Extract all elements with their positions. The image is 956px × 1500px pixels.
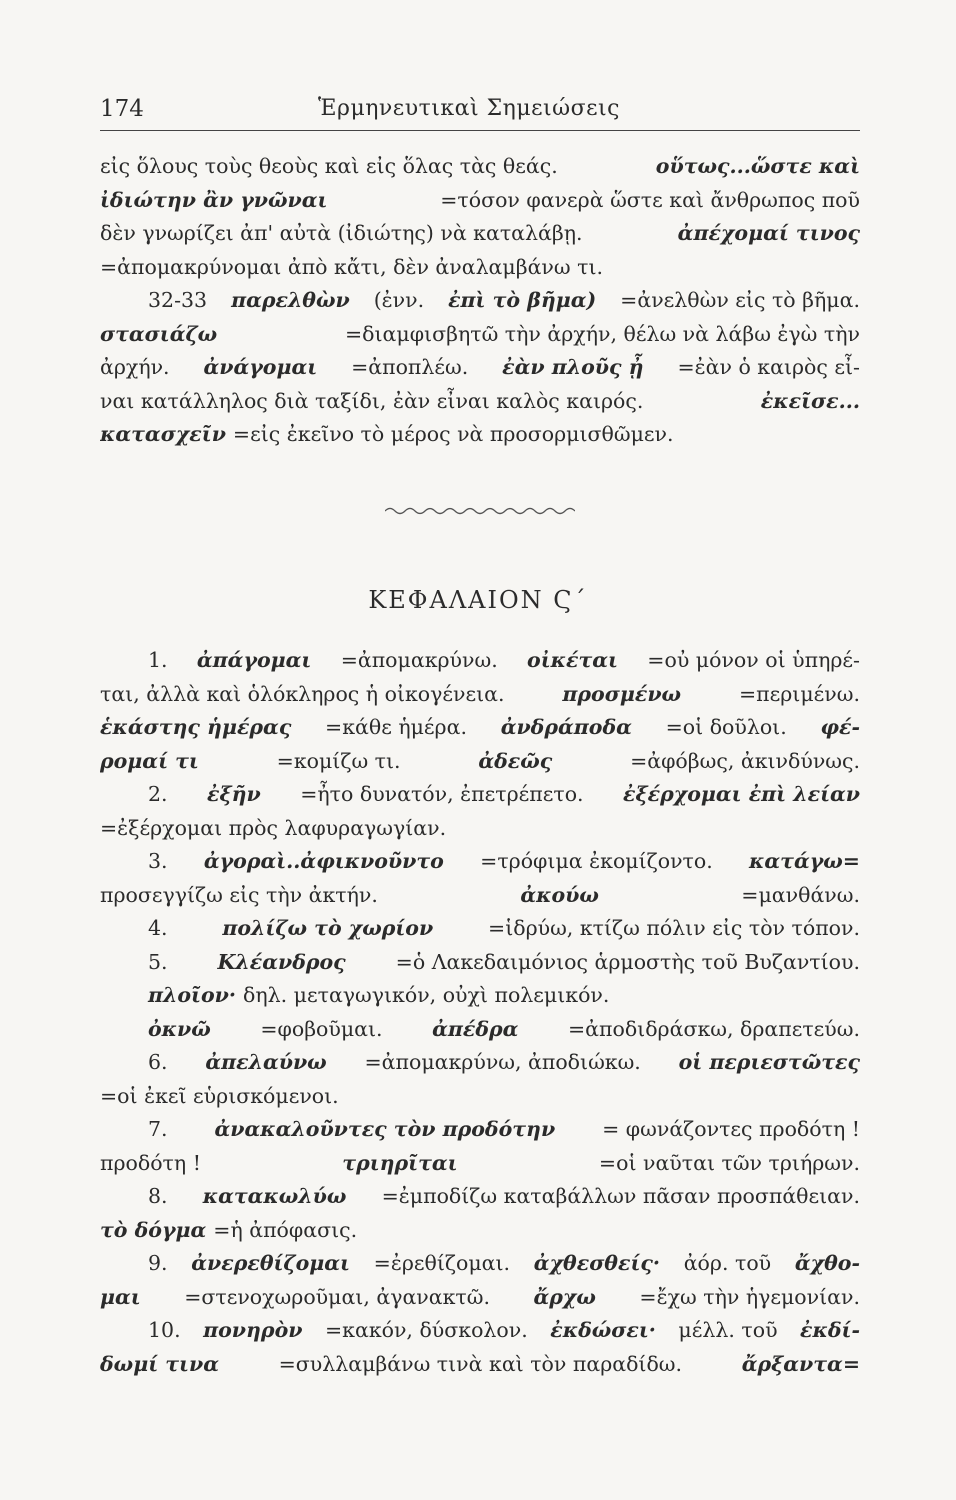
gloss-text: =κομίζω τι.	[276, 748, 401, 773]
lemma-term: παρελθὼν	[231, 288, 350, 312]
lemma-term: ἐὰν πλοῦς ᾖ	[502, 355, 644, 379]
lemma-term: ἀνερεθίζομαι	[191, 1251, 350, 1275]
gloss-text: =κάθε ἡμέρα.	[325, 715, 467, 739]
text-line	[100, 979, 860, 1013]
text-line	[100, 845, 860, 879]
gloss-text: προσεγγίζω εἰς τὴν ἀκτήν.	[100, 882, 378, 907]
lemma-term: ἀπάγομαι	[196, 648, 312, 672]
text-line	[100, 812, 860, 846]
lemma-term: τριηρῖται	[342, 1150, 458, 1175]
gloss-text: =οὐ μόνον οἱ ὑπηρέ-	[647, 648, 860, 672]
lemma-term: Κλέανδρος	[217, 949, 346, 974]
lemma-term: ὀκνῶ	[148, 1016, 211, 1041]
chapter-title: ΚΕΦΑΛΑΙΟΝ Ϛ΄	[368, 586, 588, 614]
gloss-text: =ἡ ἀπόφασις.	[213, 1217, 358, 1242]
gloss-text: 8.	[148, 1184, 168, 1208]
text-line	[100, 946, 860, 980]
gloss-text: 3.	[148, 849, 168, 873]
gloss-text: =τρόφιμα ἐκομίζοντο.	[480, 849, 713, 873]
gloss-text: =ἐμποδίζω καταβάλλων πᾶσαν προσπάθειαν.	[381, 1184, 860, 1208]
lemma-term: οὕτως...ὥστε καὶ	[655, 154, 860, 178]
text-line	[100, 1314, 860, 1348]
lemma-term: ἀδεῶς	[478, 748, 553, 773]
gloss-text: =ἐξέρχομαι πρὸς λαφυραγωγίαν.	[100, 815, 447, 840]
lemma-term: οἰκέται	[527, 648, 618, 672]
gloss-text: =ἀφόβως, ἀκινδύνως.	[630, 748, 860, 773]
text-line	[100, 879, 860, 913]
gloss-text: 4.	[148, 916, 168, 940]
lemma-term: ἄρξαντα=	[741, 1351, 860, 1376]
text-line	[100, 1180, 860, 1214]
gloss-text: 6.	[148, 1050, 168, 1074]
lemma-term: δωμί τινα	[100, 1351, 219, 1376]
gloss-text: δηλ. μεταγωγικόν, οὐχὶ πολεμικόν.	[243, 983, 610, 1007]
gloss-text: =φοβοῦμαι.	[260, 1016, 383, 1041]
text-line	[100, 150, 860, 184]
lemma-term: κατάγω=	[749, 849, 860, 873]
gloss-text: =ἔχω τὴν ἡγεμονίαν.	[639, 1284, 860, 1309]
lemma-term: ἐκεῖσε...	[760, 388, 860, 413]
commentary-block-1	[100, 150, 860, 452]
gloss-text: =οἱ ἐκεῖ εὑρισκόμενοι.	[100, 1083, 339, 1108]
gloss-text: =ἀπομακρύνω, ἀποδιώκω.	[364, 1050, 641, 1074]
lemma-term: τὸ δόγμα	[100, 1217, 207, 1242]
text-line	[100, 1348, 860, 1382]
lemma-term: ρομαί τι	[100, 748, 199, 773]
gloss-text: προδότη !	[100, 1150, 201, 1175]
gloss-text: δὲν γνωρίζει ἀπ' αὐτὰ (ἰδιώτης) νὰ καταλάβῃ.	[100, 221, 583, 245]
text-line	[100, 1046, 860, 1080]
lemma-term: μαι	[100, 1284, 141, 1309]
text-line	[100, 217, 860, 251]
text-line	[100, 644, 860, 678]
lemma-term: πλοῖον·	[148, 983, 237, 1007]
text-line	[100, 418, 860, 452]
gloss-text: 7.	[148, 1117, 168, 1141]
gloss-text: 1.	[148, 648, 168, 672]
gloss-text: =ἦτο δυνατόν, ἐπετρέπετο.	[300, 782, 584, 806]
gloss-text: ται, ἀλλὰ καὶ ὁλόκληρος ἡ οἰκογένεια.	[100, 681, 505, 706]
gloss-text: =οἱ ναῦται τῶν τριήρων.	[598, 1150, 860, 1175]
gloss-text: = φωνάζοντες προδότη !	[602, 1117, 860, 1141]
gloss-text: =τόσον φανερὰ ὥστε καὶ ἄνθρωπος ποῦ	[440, 187, 860, 212]
lemma-term: κατασχεῖν	[100, 422, 226, 446]
gloss-text: 2.	[148, 782, 168, 806]
text-line	[100, 1214, 860, 1248]
text-line	[100, 778, 860, 812]
gloss-text: =διαμφισβητῶ τὴν ἀρχήν, θέλω νὰ λάβω ἐγὼ τὴν	[344, 321, 860, 346]
text-line	[100, 711, 860, 745]
gloss-text: =ὁ Λακεδαιμόνιος ἁρμοστὴς τοῦ Βυζαντίου.	[395, 949, 860, 974]
lemma-term: ἀχθεσθείς·	[533, 1251, 660, 1275]
page-number: 174	[100, 96, 144, 122]
lemma-term: ἐπὶ τὸ βῆμα)	[448, 288, 597, 312]
gloss-text: =οἱ δοῦλοι.	[665, 715, 787, 739]
gloss-text: =συλλαμβάνω τινὰ καὶ τὸν παραδίδω.	[278, 1351, 683, 1376]
commentary-block-2	[100, 644, 860, 1381]
gloss-text: ἀρχήν.	[100, 355, 170, 379]
gloss-text: =εἰς ἐκεῖνο τὸ μέρος νὰ προσορμισθῶμεν.	[232, 422, 674, 446]
lemma-term: ἀνακαλοῦντες τὸν προδότην	[214, 1117, 556, 1141]
gloss-text: =ἀποπλέω.	[351, 355, 469, 379]
lemma-term: ἄρχω	[533, 1284, 596, 1309]
lemma-term: πολίζω τὸ χωρίον	[222, 916, 434, 940]
gloss-text: =ἀπομακρύνω.	[340, 648, 498, 672]
lemma-term: φέ-	[820, 715, 860, 739]
gloss-text: ἀόρ. τοῦ	[683, 1251, 772, 1275]
text-line	[100, 1147, 860, 1181]
gloss-text: 9.	[148, 1251, 168, 1275]
gloss-text: (ἐνν.	[373, 288, 425, 312]
lemma-term: ἀνάγομαι	[203, 355, 318, 379]
text-line	[100, 184, 860, 218]
gloss-text: μέλλ. τοῦ	[678, 1318, 778, 1342]
gloss-text: =μανθάνω.	[741, 882, 860, 907]
lemma-term: ἀπελαύνω	[205, 1050, 327, 1074]
gloss-text: =ἐρεθίζομαι.	[373, 1251, 511, 1275]
gloss-text: ναι κατάλληλος διὰ ταξίδι, ἐὰν εἶναι καλὸς καιρός.	[100, 388, 644, 413]
text-line	[100, 745, 860, 779]
lemma-term: ἀκούω	[520, 882, 599, 907]
gloss-text: =ἀποδιδράσκω, δραπετεύω.	[568, 1016, 860, 1041]
gloss-text: =ἱδρύω, κτίζω πόλιν εἰς τὸν τόπον.	[488, 916, 860, 940]
lemma-term: ἐκδώσει·	[550, 1318, 656, 1342]
text-line	[100, 385, 860, 419]
text-line	[100, 284, 860, 318]
page-header	[100, 96, 860, 131]
lemma-term: ἀγοραὶ..ἀφικνοῦντο	[203, 849, 444, 873]
lemma-term: ἑκάστης ἡμέρας	[100, 715, 292, 739]
lemma-term: ἐξῆν	[207, 782, 261, 806]
lemma-term: στασιάζω	[100, 321, 218, 346]
lemma-term: ἄχθο-	[794, 1251, 860, 1275]
text-line	[100, 678, 860, 712]
running-head: Ἑρμηνευτικαὶ Σημειώσεις	[318, 96, 620, 121]
lemma-term: ἐξέρχομαι ἐπὶ λείαν	[623, 782, 860, 806]
lemma-term: ἀνδράποδα	[500, 715, 632, 739]
text-line	[100, 318, 860, 352]
lemma-term: πονηρὸν	[203, 1318, 303, 1342]
lemma-term: οἱ περιεστῶτες	[678, 1050, 860, 1074]
gloss-text: =ἀπομακρύνομαι ἀπὸ κἄτι, δὲν ἀναλαμβάνω τι.	[100, 254, 604, 279]
text-line	[100, 1013, 860, 1047]
lemma-term: προσμένω	[562, 681, 682, 706]
text-line	[100, 1080, 860, 1114]
gloss-text: =στενοχωροῦμαι, ἀγανακτῶ.	[184, 1284, 490, 1309]
gloss-text: 32-33	[148, 288, 208, 312]
lemma-term: ἰδιώτην ἂν γνῶναι	[100, 187, 328, 212]
lemma-term: κατακωλύω	[202, 1184, 347, 1208]
lemma-term: ἐκδί-	[800, 1318, 860, 1342]
text-line	[100, 1247, 860, 1281]
gloss-text: 5.	[148, 949, 168, 974]
gloss-text: =ἐὰν ὁ καιρὸς εἶ-	[677, 355, 860, 379]
text-line	[100, 351, 860, 385]
gloss-text: =κακόν, δύσκολον.	[324, 1318, 528, 1342]
text-line	[100, 1281, 860, 1315]
ornamental-divider	[385, 504, 575, 518]
text-line	[100, 251, 860, 285]
gloss-text: =περιμένω.	[738, 681, 860, 706]
lemma-term: ἀπέχομαί τινος	[677, 221, 860, 245]
gloss-text: 10.	[148, 1318, 181, 1342]
text-line	[100, 912, 860, 946]
gloss-text: =ἀνελθὼν εἰς τὸ βῆμα.	[620, 288, 860, 312]
lemma-term: ἀπέδρα	[432, 1016, 519, 1041]
gloss-text: εἰς ὅλους τοὺς θεοὺς καὶ εἰς ὅλας τὰς θεάς.	[100, 154, 558, 178]
text-line	[100, 1113, 860, 1147]
